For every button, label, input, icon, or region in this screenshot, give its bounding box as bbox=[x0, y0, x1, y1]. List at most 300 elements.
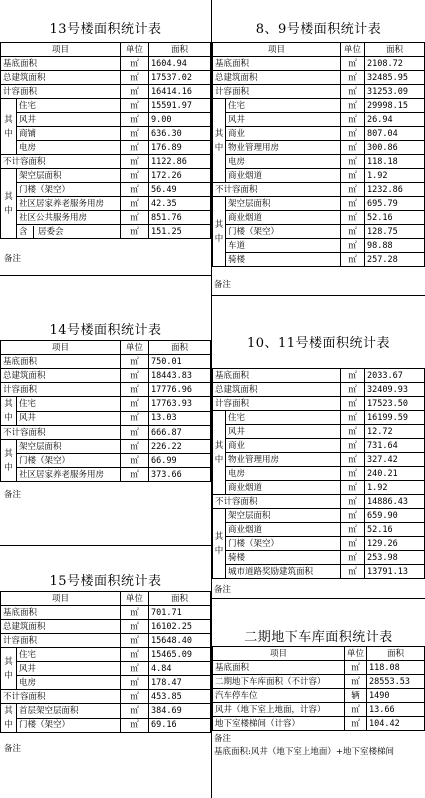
row-label: 城市道路奖励建筑面积 bbox=[226, 565, 341, 579]
row-label: 不计容面积 bbox=[1, 155, 121, 169]
row-label: 风井（地下室上地面，计容） bbox=[213, 703, 345, 717]
table-row bbox=[1, 57, 211, 71]
row-label: 基底面积 bbox=[213, 661, 345, 675]
row-value: 16102.25 bbox=[149, 620, 211, 634]
qizhong-label: 其中 bbox=[213, 509, 226, 579]
table-title: 8、9号楼面积统计表 bbox=[255, 22, 382, 37]
row-value: 104.42 bbox=[367, 717, 425, 731]
row-value: 128.75 bbox=[365, 225, 425, 239]
row-value: 15591.97 bbox=[149, 99, 211, 113]
row-value: 4.84 bbox=[149, 662, 211, 676]
area-table-13 bbox=[0, 42, 211, 239]
row-unit: ㎡ bbox=[121, 71, 149, 85]
row-label: 社区居家养老服务用房 bbox=[17, 197, 121, 211]
row-value: 1.92 bbox=[365, 481, 425, 495]
note-label: 备注 bbox=[4, 254, 22, 264]
table-row bbox=[213, 211, 425, 225]
table-row bbox=[1, 662, 211, 676]
row-label: 总建筑面积 bbox=[213, 71, 341, 85]
table-row bbox=[1, 468, 211, 482]
header-item: 项目 bbox=[1, 592, 121, 606]
row-unit: ㎡ bbox=[121, 183, 149, 197]
row-label: 风井 bbox=[17, 662, 121, 676]
row-label: 计容面积 bbox=[213, 85, 341, 99]
row-value: 2108.72 bbox=[365, 57, 425, 71]
row-label: 门楼（架空） bbox=[17, 718, 121, 733]
row-unit: ㎡ bbox=[341, 197, 365, 211]
header-item: 项目 bbox=[213, 647, 345, 661]
row-unit: ㎡ bbox=[345, 661, 367, 675]
row-label: 住宅 bbox=[226, 99, 341, 113]
row-label: 计容面积 bbox=[1, 85, 121, 99]
row-label: 不计容面积 bbox=[1, 426, 121, 440]
row-unit: ㎡ bbox=[121, 169, 149, 183]
row-value: 15465.09 bbox=[149, 648, 211, 662]
row-value: 52.16 bbox=[365, 211, 425, 225]
row-label: 不计容面积 bbox=[213, 183, 341, 197]
row-label: 商业烟道 bbox=[226, 169, 341, 183]
table-block-10-11 bbox=[212, 296, 425, 598]
row-unit: ㎡ bbox=[121, 85, 149, 99]
table-row bbox=[213, 495, 425, 509]
row-value: 1490 bbox=[367, 689, 425, 703]
row-value: 666.87 bbox=[149, 426, 211, 440]
table-row bbox=[213, 155, 425, 169]
header-item: 项目 bbox=[213, 43, 341, 57]
table-block-14 bbox=[0, 276, 211, 544]
row-value: 16199.59 bbox=[365, 411, 425, 425]
table-row bbox=[213, 537, 425, 551]
row-unit: ㎡ bbox=[341, 411, 365, 425]
row-unit: 辆 bbox=[345, 689, 367, 703]
row-value: 17763.93 bbox=[149, 397, 211, 412]
row-label: 架空层面积 bbox=[226, 197, 341, 211]
row-unit: ㎡ bbox=[121, 468, 149, 482]
table-row bbox=[213, 57, 425, 71]
row-label: 电房 bbox=[226, 155, 341, 169]
row-label: 电房 bbox=[226, 467, 341, 481]
row-unit: ㎡ bbox=[121, 369, 149, 383]
row-unit: ㎡ bbox=[121, 426, 149, 440]
row-value: 226.22 bbox=[149, 440, 211, 454]
table-row bbox=[1, 155, 211, 169]
row-unit: ㎡ bbox=[341, 169, 365, 183]
row-value: 701.71 bbox=[149, 606, 211, 620]
note-label: 备注 bbox=[214, 734, 232, 744]
row-label: 商业烟道 bbox=[226, 211, 341, 225]
row-value: 29998.15 bbox=[365, 99, 425, 113]
table-row bbox=[1, 648, 211, 662]
row-value: 14886.43 bbox=[365, 495, 425, 509]
table-row bbox=[213, 141, 425, 155]
header-area: 面积 bbox=[149, 43, 211, 57]
row-unit: ㎡ bbox=[345, 675, 367, 689]
header-item: 项目 bbox=[1, 341, 121, 355]
table-row bbox=[213, 127, 425, 141]
table-row bbox=[213, 425, 425, 439]
row-unit: ㎡ bbox=[341, 127, 365, 141]
row-label: 骑楼 bbox=[226, 253, 341, 267]
row-unit: ㎡ bbox=[121, 690, 149, 704]
table-title: 14号楼面积统计表 bbox=[49, 323, 162, 338]
han-label: 含 bbox=[19, 226, 34, 238]
table-row bbox=[213, 225, 425, 239]
row-value: 172.26 bbox=[149, 169, 211, 183]
header-area: 面积 bbox=[149, 341, 211, 355]
header-item: 项目 bbox=[1, 43, 121, 57]
row-label: 电房 bbox=[17, 141, 121, 155]
row-label: 不计容面积 bbox=[1, 690, 121, 704]
table-row bbox=[213, 509, 425, 523]
row-label: 总建筑面积 bbox=[1, 369, 121, 383]
row-value: 253.98 bbox=[365, 551, 425, 565]
row-unit: ㎡ bbox=[121, 127, 149, 141]
qizhong-label: 其中 bbox=[1, 704, 17, 733]
table-row bbox=[1, 704, 211, 719]
table-title: 15号楼面积统计表 bbox=[49, 574, 162, 589]
table-header-row bbox=[213, 647, 425, 661]
row-label: 商业烟道 bbox=[226, 523, 341, 537]
row-label: 骑楼 bbox=[226, 551, 341, 565]
table-row bbox=[213, 253, 425, 267]
table-row bbox=[213, 99, 425, 113]
header-unit: 单位 bbox=[345, 647, 367, 661]
table-row bbox=[1, 99, 211, 113]
table-row bbox=[213, 439, 425, 453]
row-unit: ㎡ bbox=[121, 113, 149, 127]
header-unit: 单位 bbox=[121, 341, 149, 355]
row-unit: ㎡ bbox=[121, 634, 149, 648]
row-label: 商铺 bbox=[17, 127, 121, 141]
row-value: 851.76 bbox=[149, 211, 211, 225]
table-row bbox=[1, 440, 211, 454]
row-value: 453.85 bbox=[149, 690, 211, 704]
row-label: 商业 bbox=[226, 439, 341, 453]
row-unit: ㎡ bbox=[121, 57, 149, 71]
table-row bbox=[213, 717, 425, 731]
row-label: 地下室楼梯间（计容） bbox=[213, 717, 345, 731]
row-value: 750.01 bbox=[149, 355, 211, 369]
row-unit: ㎡ bbox=[341, 495, 365, 509]
note-label: 备注 bbox=[214, 280, 232, 290]
row-unit: ㎡ bbox=[121, 211, 149, 225]
row-label: 住宅 bbox=[17, 99, 121, 113]
row-value: 13.03 bbox=[149, 411, 211, 426]
table-row bbox=[1, 718, 211, 733]
row-unit: ㎡ bbox=[341, 537, 365, 551]
table-title: 13号楼面积统计表 bbox=[49, 22, 162, 37]
row-value: 66.99 bbox=[149, 454, 211, 468]
row-label: 物业管理用房 bbox=[226, 141, 341, 155]
row-unit: ㎡ bbox=[121, 355, 149, 369]
row-value: 373.66 bbox=[149, 468, 211, 482]
row-unit: ㎡ bbox=[341, 71, 365, 85]
table-row bbox=[213, 113, 425, 127]
row-value: 1232.86 bbox=[365, 183, 425, 197]
table-title: 二期地下车库面积统计表 bbox=[244, 630, 393, 645]
row-value: 15648.40 bbox=[149, 634, 211, 648]
note-label: 备注 bbox=[4, 744, 22, 754]
row-unit: ㎡ bbox=[121, 411, 149, 426]
row-label: 架空层面积 bbox=[17, 169, 121, 183]
row-unit: ㎡ bbox=[341, 155, 365, 169]
table-row bbox=[213, 169, 425, 183]
row-unit: ㎡ bbox=[341, 523, 365, 537]
table-row bbox=[1, 369, 211, 383]
row-label: 总建筑面积 bbox=[1, 71, 121, 85]
row-unit: ㎡ bbox=[341, 439, 365, 453]
row-label: 架空层面积 bbox=[17, 440, 121, 454]
row-value: 178.47 bbox=[149, 676, 211, 690]
row-unit: ㎡ bbox=[341, 509, 365, 523]
row-unit: ㎡ bbox=[341, 57, 365, 71]
row-label: 首层架空层面积 bbox=[17, 704, 121, 719]
row-label: 总建筑面积 bbox=[213, 383, 341, 397]
row-value: 300.86 bbox=[365, 141, 425, 155]
row-unit: ㎡ bbox=[121, 99, 149, 113]
table-header-row bbox=[213, 43, 425, 57]
row-value: 384.69 bbox=[149, 704, 211, 719]
table-block-15 bbox=[0, 546, 211, 798]
table-row bbox=[1, 71, 211, 85]
note-label: 备注 bbox=[214, 585, 232, 595]
row-value: 13791.13 bbox=[365, 565, 425, 579]
table-row bbox=[1, 85, 211, 99]
qizhong-label: 其中 bbox=[1, 169, 17, 239]
row-label: 住宅 bbox=[17, 397, 121, 412]
header-area: 面积 bbox=[365, 43, 425, 57]
row-value: 151.25 bbox=[149, 225, 211, 239]
table-row bbox=[1, 383, 211, 397]
table-row bbox=[213, 197, 425, 211]
table-row bbox=[1, 634, 211, 648]
row-label: 基底面积 bbox=[1, 355, 121, 369]
table-row bbox=[213, 661, 425, 675]
row-value: 2033.67 bbox=[365, 369, 425, 383]
row-label: 门楼（架空） bbox=[17, 454, 121, 468]
table-row bbox=[213, 467, 425, 481]
table-row bbox=[1, 127, 211, 141]
row-value: 731.64 bbox=[365, 439, 425, 453]
row-value: 56.49 bbox=[149, 183, 211, 197]
table-header-row bbox=[1, 341, 211, 355]
header-unit: 单位 bbox=[341, 43, 365, 57]
table-row bbox=[213, 453, 425, 467]
row-unit: ㎡ bbox=[121, 155, 149, 169]
row-label: 计容面积 bbox=[213, 397, 341, 411]
row-label: 商业 bbox=[226, 127, 341, 141]
row-unit: ㎡ bbox=[121, 197, 149, 211]
row-unit: ㎡ bbox=[341, 425, 365, 439]
row-label: 架空层面积 bbox=[226, 509, 341, 523]
row-value: 18443.83 bbox=[149, 369, 211, 383]
row-unit: ㎡ bbox=[121, 676, 149, 690]
row-label: 汽车停车位 bbox=[213, 689, 345, 703]
note-text: 基底面积:风井（地下室上地面）+地下室楼梯间 bbox=[214, 747, 394, 757]
header-area: 面积 bbox=[149, 592, 211, 606]
row-value: 118.18 bbox=[365, 155, 425, 169]
row-label: 车道 bbox=[226, 239, 341, 253]
table-row bbox=[1, 454, 211, 468]
row-unit: ㎡ bbox=[341, 565, 365, 579]
qizhong-label: 其中 bbox=[213, 411, 226, 495]
row-unit: ㎡ bbox=[341, 369, 365, 383]
row-label: 风井 bbox=[226, 113, 341, 127]
row-unit: ㎡ bbox=[341, 211, 365, 225]
table-row bbox=[213, 411, 425, 425]
table-row bbox=[1, 690, 211, 704]
row-unit: ㎡ bbox=[341, 467, 365, 481]
row-value: 28553.53 bbox=[367, 675, 425, 689]
row-unit: ㎡ bbox=[121, 383, 149, 397]
row-unit: ㎡ bbox=[341, 225, 365, 239]
row-unit: ㎡ bbox=[121, 606, 149, 620]
row-unit: ㎡ bbox=[121, 620, 149, 634]
row-unit: ㎡ bbox=[121, 397, 149, 412]
row-value: 17537.02 bbox=[149, 71, 211, 85]
row-unit: ㎡ bbox=[345, 717, 367, 731]
row-value: 695.79 bbox=[365, 197, 425, 211]
table-row bbox=[213, 183, 425, 197]
table-row bbox=[213, 551, 425, 565]
row-label: 风井 bbox=[226, 425, 341, 439]
row-unit: ㎡ bbox=[121, 718, 149, 733]
row-label: 住宅 bbox=[226, 411, 341, 425]
area-table-10-11 bbox=[212, 368, 425, 579]
row-label: 基底面积 bbox=[1, 57, 121, 71]
row-unit: ㎡ bbox=[341, 113, 365, 127]
table-row bbox=[1, 620, 211, 634]
row-value: 1604.94 bbox=[149, 57, 211, 71]
qizhong-label: 其中 bbox=[1, 440, 17, 482]
table-row bbox=[1, 183, 211, 197]
row-unit: ㎡ bbox=[121, 704, 149, 719]
area-table-8-9 bbox=[212, 42, 425, 267]
table-row bbox=[1, 411, 211, 426]
row-label: 社区居家养老服务用房 bbox=[17, 468, 121, 482]
row-value: 31253.09 bbox=[365, 85, 425, 99]
row-unit: ㎡ bbox=[345, 703, 367, 717]
row-value: 42.35 bbox=[149, 197, 211, 211]
table-block-8-9 bbox=[212, 0, 425, 295]
table-row bbox=[1, 606, 211, 620]
row-label: 不计容面积 bbox=[213, 495, 341, 509]
row-unit: ㎡ bbox=[341, 183, 365, 197]
row-label: 基底面积 bbox=[213, 57, 341, 71]
row-value: 13.66 bbox=[367, 703, 425, 717]
row-label: 计容面积 bbox=[1, 634, 121, 648]
row-label: 总建筑面积 bbox=[1, 620, 121, 634]
table-row bbox=[1, 211, 211, 225]
table-header-row bbox=[1, 592, 211, 606]
row-label: 基底面积 bbox=[1, 606, 121, 620]
row-value: 69.16 bbox=[149, 718, 211, 733]
area-table-garage bbox=[212, 646, 425, 731]
table-row bbox=[1, 355, 211, 369]
row-value: 32485.95 bbox=[365, 71, 425, 85]
qizhong-label: 其中 bbox=[213, 197, 226, 267]
table-row bbox=[213, 71, 425, 85]
row-label: 住宅 bbox=[17, 648, 121, 662]
row-unit: ㎡ bbox=[341, 85, 365, 99]
row-label: 社区公共服务用房 bbox=[17, 211, 121, 225]
row-value: 52.16 bbox=[365, 523, 425, 537]
table-row bbox=[213, 383, 425, 397]
table-row bbox=[1, 113, 211, 127]
table-row bbox=[213, 703, 425, 717]
row-value: 327.42 bbox=[365, 453, 425, 467]
row-label: 风井 bbox=[17, 411, 121, 426]
table-header-row bbox=[1, 43, 211, 57]
table-row bbox=[213, 565, 425, 579]
row-unit: ㎡ bbox=[121, 662, 149, 676]
row-unit: ㎡ bbox=[341, 481, 365, 495]
row-value: 129.26 bbox=[365, 537, 425, 551]
table-row bbox=[213, 85, 425, 99]
note-label: 备注 bbox=[4, 490, 22, 500]
row-value: 1122.86 bbox=[149, 155, 211, 169]
row-unit: ㎡ bbox=[341, 383, 365, 397]
table-block-13 bbox=[0, 0, 211, 275]
row-value: 16414.16 bbox=[149, 85, 211, 99]
row-value: 9.00 bbox=[149, 113, 211, 127]
row-value: 1.92 bbox=[365, 169, 425, 183]
row-label: 门楼（架空） bbox=[226, 225, 341, 239]
row-label: 门楼（架空） bbox=[226, 537, 341, 551]
row-value: 659.90 bbox=[365, 509, 425, 523]
table-row bbox=[1, 676, 211, 690]
row-unit: ㎡ bbox=[341, 551, 365, 565]
row-unit: ㎡ bbox=[341, 239, 365, 253]
row-label: 门楼（架空） bbox=[17, 183, 121, 197]
table-title: 10、11号楼面积统计表 bbox=[246, 336, 391, 351]
header-unit: 单位 bbox=[121, 592, 149, 606]
row-label: 商业烟道 bbox=[226, 481, 341, 495]
row-unit: ㎡ bbox=[341, 253, 365, 267]
area-table-15 bbox=[0, 591, 211, 733]
table-row bbox=[1, 141, 211, 155]
row-value: 807.04 bbox=[365, 127, 425, 141]
row-unit: ㎡ bbox=[121, 454, 149, 468]
row-label: 物业管理用房 bbox=[226, 453, 341, 467]
row-label: 基底面积 bbox=[213, 369, 341, 383]
row-value: 176.89 bbox=[149, 141, 211, 155]
row-unit: ㎡ bbox=[341, 99, 365, 113]
area-table-14 bbox=[0, 340, 211, 482]
qizhong-label: 其中 bbox=[1, 648, 17, 690]
row-value: 12.72 bbox=[365, 425, 425, 439]
row-label bbox=[17, 225, 121, 239]
row-unit: ㎡ bbox=[121, 225, 149, 239]
table-row bbox=[1, 426, 211, 440]
row-value: 636.30 bbox=[149, 127, 211, 141]
qizhong-label: 其中 bbox=[1, 99, 17, 155]
row-label: 电房 bbox=[17, 676, 121, 690]
table-row bbox=[1, 397, 211, 412]
header-area: 面积 bbox=[367, 647, 425, 661]
table-row bbox=[213, 239, 425, 253]
table-row bbox=[213, 481, 425, 495]
table-row bbox=[213, 369, 425, 383]
row-unit: ㎡ bbox=[121, 440, 149, 454]
row-value: 257.28 bbox=[365, 253, 425, 267]
table-row bbox=[1, 225, 211, 239]
row-value: 32409.93 bbox=[365, 383, 425, 397]
header-unit: 单位 bbox=[121, 43, 149, 57]
table-row bbox=[213, 689, 425, 703]
table-block-garage bbox=[212, 599, 425, 798]
table-row bbox=[1, 197, 211, 211]
